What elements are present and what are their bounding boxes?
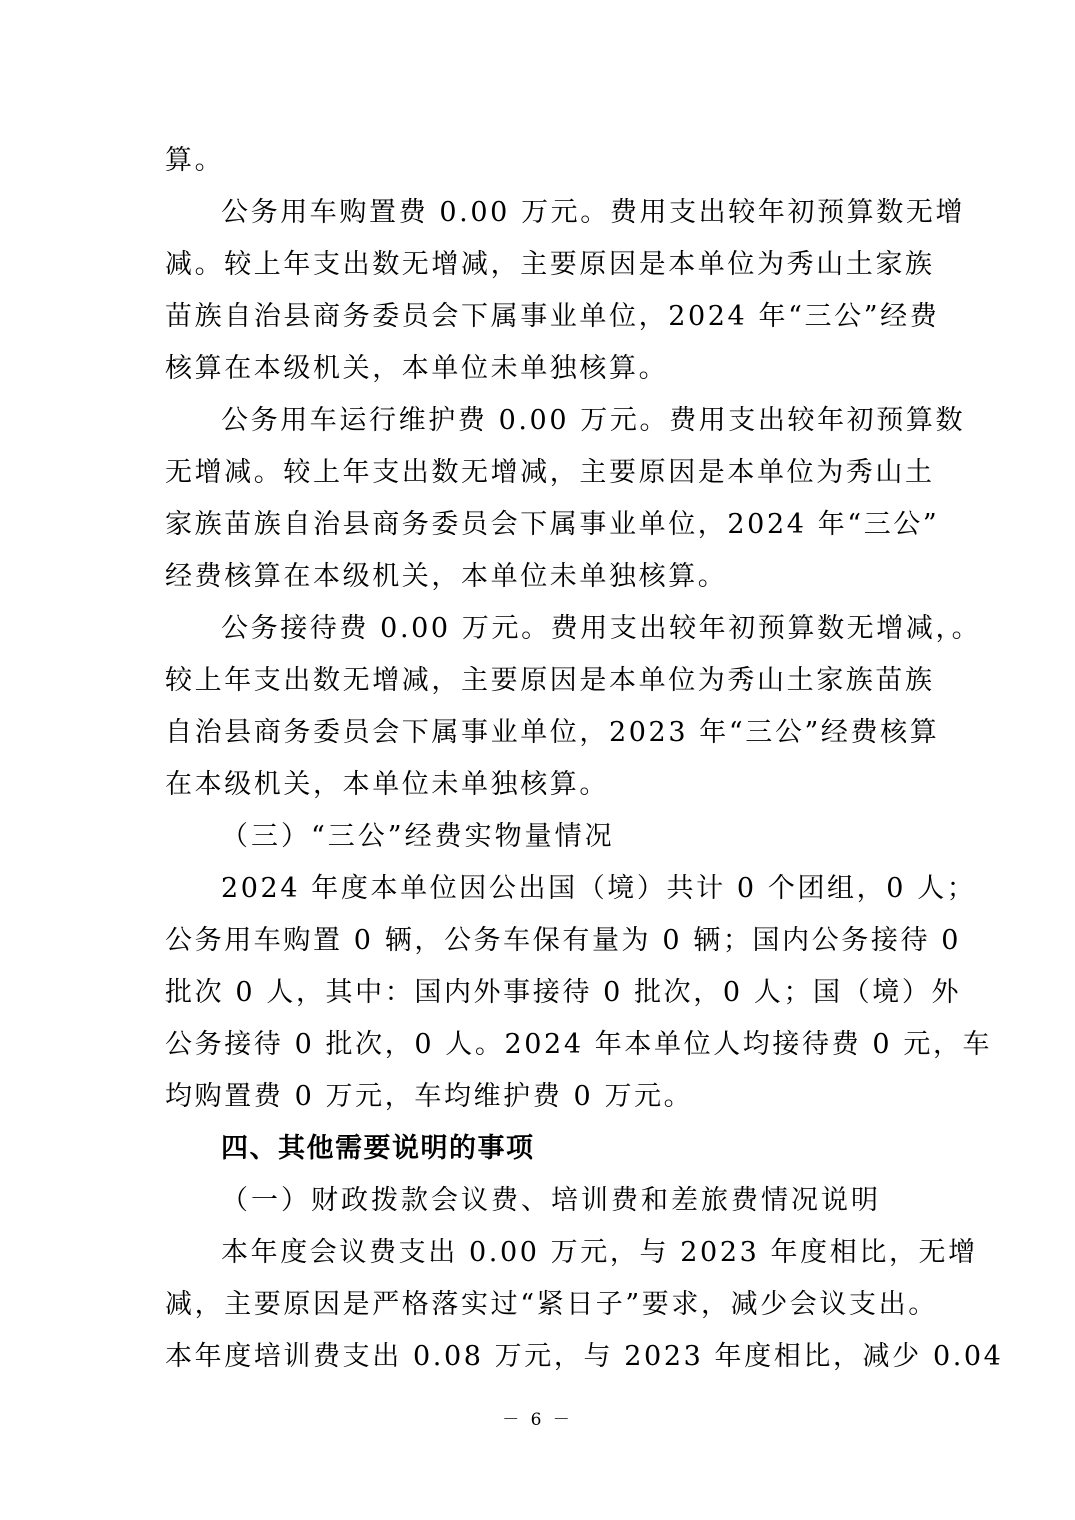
paragraph-reception: 公务接待费 0.00 万元。费用支出较年初预算数无增减，。 <box>221 613 982 644</box>
paragraph-meeting-fees: 本年度会议费支出 0.00 万元，与 2023 年度相比，无增 <box>221 1237 978 1268</box>
text-line: 苗族自治县商务委员会下属事业单位，2024 年“三公”经费 <box>165 301 940 332</box>
text-line: 无增减。较上年支出数无增减，主要原因是本单位为秀山土 <box>165 457 935 488</box>
text-line: 本年度培训费支出 0.08 万元，与 2023 年度相比，减少 0.04 <box>165 1341 1004 1372</box>
text-line: 公务接待 0 批次，0 人。2024 年本单位人均接待费 0 元，车 <box>165 1029 993 1060</box>
text-line: 在本级机关，本单位未单独核算。 <box>165 769 609 800</box>
section-heading-3: （三）“三公”经费实物量情况 <box>221 821 615 852</box>
text-line: 家族苗族自治县商务委员会下属事业单位，2024 年“三公” <box>165 509 940 540</box>
page-number: － 6 － <box>502 1410 573 1430</box>
text-line: 经费核算在本级机关，本单位未单独核算。 <box>165 561 728 592</box>
chapter-heading-4: 四、其他需要说明的事项 <box>221 1133 535 1164</box>
text-line: 批次 0 人，其中：国内外事接待 0 批次，0 人；国（境）外 <box>165 977 962 1008</box>
text-line: 均购置费 0 万元，车均维护费 0 万元。 <box>165 1081 694 1112</box>
paragraph-physical-quantity: 2024 年度本单位因公出国（境）共计 0 个团组，0 人； <box>221 873 977 904</box>
text-line: 核算在本级机关，本单位未单独核算。 <box>165 353 669 384</box>
text-line: 较上年支出数无增减，主要原因是本单位为秀山土家族苗族 <box>165 665 935 696</box>
paragraph-vehicle-maintenance: 公务用车运行维护费 0.00 万元。费用支出较年初预算数 <box>221 405 966 436</box>
text-line: 公务用车购置 0 辆，公务车保有量为 0 辆；国内公务接待 0 <box>165 925 962 956</box>
text-line: 减。较上年支出数无增减，主要原因是本单位为秀山土家族 <box>165 249 935 280</box>
text-line: 算。 <box>165 145 225 176</box>
paragraph-vehicle-purchase: 公务用车购置费 0.00 万元。费用支出较年初预算数无增 <box>221 197 966 228</box>
text-line: 减，主要原因是严格落实过“紧日子”要求，减少会议支出。 <box>165 1289 938 1320</box>
text-line: 自治县商务委员会下属事业单位，2023 年“三公”经费核算 <box>165 717 940 748</box>
section-heading-1: （一）财政拨款会议费、培训费和差旅费情况说明 <box>221 1185 881 1216</box>
